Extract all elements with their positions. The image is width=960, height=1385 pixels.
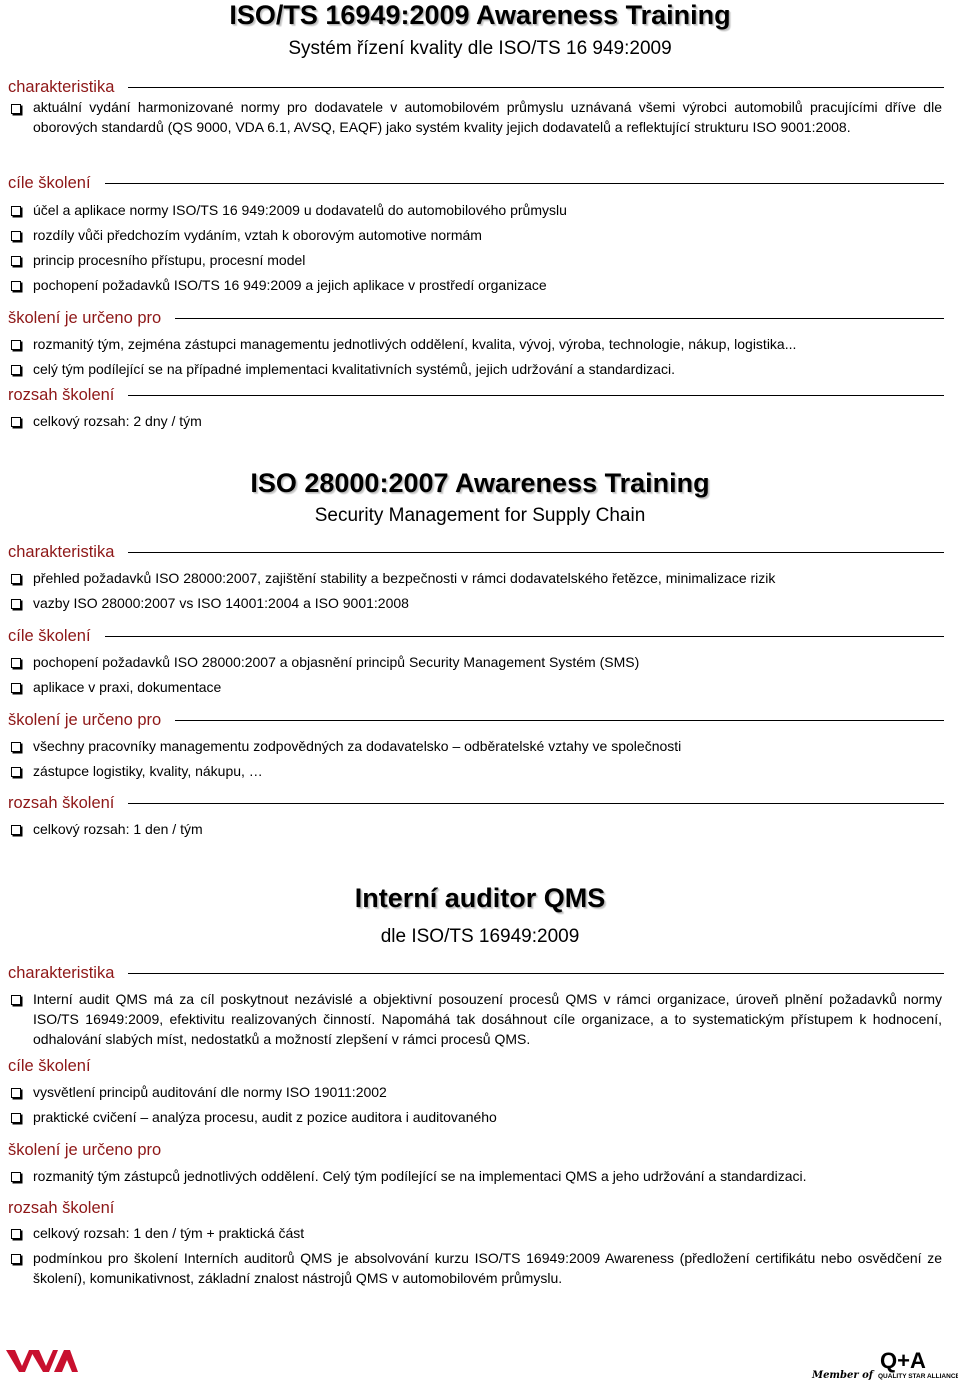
checkbox-bullet-icon [11,417,21,427]
checkbox-bullet-icon [11,574,21,584]
list-item: princip procesního přístupu, procesní model [33,252,306,268]
block-2-section-characteristics [8,541,944,563]
list-item: vysvětlení principů auditování dle normy ISO 19011:2002 [33,1084,387,1100]
section-rule [105,636,944,637]
checkbox-bullet-icon [11,231,21,241]
section-heading: charakteristika [8,77,115,96]
section-rule [105,183,944,184]
alliance-text: QUALITY STAR ALLIANCE [878,1373,958,1380]
wm-logo-icon [6,1348,78,1374]
list-item: celkový rozsah: 2 dny / tým [33,413,202,429]
checkbox-bullet-icon [11,206,21,216]
section-heading: cíle školení [8,1056,91,1075]
block-2-title: ISO 28000:2007 Awareness Training [250,468,710,498]
section-heading: charakteristika [8,963,115,982]
block-3-section-scope [8,1197,944,1219]
checkbox-bullet-icon [11,658,21,668]
qa-letters: Q+A [880,1348,926,1373]
section-heading: cíle školení [8,173,91,192]
list-item: aplikace v praxi, dokumentace [33,679,222,695]
qsa-logo-icon [808,1348,958,1380]
list-item: celkový rozsah: 1 den / tým [33,821,203,837]
section-heading: rozsah školení [8,793,115,812]
quality-star-alliance-logo [808,1348,958,1385]
section-rule [175,318,944,319]
block-1-section-characteristics [8,76,944,98]
checkbox-bullet-icon [11,1113,21,1123]
checkbox-bullet-icon [11,995,21,1005]
checkbox-bullet-icon [11,281,21,291]
block-3-subtitle: dle ISO/TS 16949:2009 [380,926,580,947]
checkbox-bullet-icon [11,683,21,693]
block-3-title: Interní auditor QMS [354,883,606,913]
block-2-subtitle: Security Management for Supply Chain [314,505,646,526]
block-1-section-goals [8,172,944,194]
list-item: celkový rozsah: 1 den / tým + praktická část [33,1225,305,1241]
list-item: vazby ISO 28000:2007 vs ISO 14001:2004 a ISO 9001:2008 [33,595,409,611]
section-heading: školení je určeno pro [8,1140,162,1159]
checkbox-bullet-icon [11,365,21,375]
list-item: Interní audit QMS má za cíl poskytnout nezávislé a objektivní posouzení procesů QMS v rámci organizace, úroveň plnění požadavků normy ISO/TS 16949:2009, efektivitu realizovaných činností. Napomáhá tak dosáhnout cíle organizace, a to systematickým přístupem k hodnocení, odhalování slabých míst, nedostatků a možností zlepšení v rámci procesů QMS. [33,991,942,1047]
section-rule [128,803,944,804]
checkbox-bullet-icon [11,1254,21,1264]
checkbox-bullet-icon [11,1172,21,1182]
checkbox-bullet-icon [11,767,21,777]
list-item: zástupce logistiky, kvality, nákupu, … [33,763,263,779]
section-heading: školení je určeno pro [8,308,162,327]
block-3-section-goals [8,1055,944,1077]
list-item: přehled požadavků ISO 28000:2007, zajištění stability a bezpečnosti v rámci dodavatelského řetězce, minimalizace rizik [33,570,776,586]
section-heading: charakteristika [8,542,115,561]
checkbox-bullet-icon [11,599,21,609]
list-item: podmínkou pro školení Interních auditorů QMS je absolvování kurzu ISO/TS 16949:2009 Awareness (předložení certifikátu nebo osvědčení ze školení), komunikativnost, základní znalost nástrojů QMS v automobilovém průmyslu. [33,1250,942,1286]
block-3-section-characteristics [8,962,944,984]
section-heading: cíle školení [8,626,91,645]
checkbox-bullet-icon [11,104,21,114]
block-1-title: ISO/TS 16949:2009 Awareness Training [229,0,731,30]
checkbox-bullet-icon [11,1088,21,1098]
block-2-section-audience [8,709,944,731]
checkbox-bullet-icon [11,742,21,752]
checkbox-bullet-icon [11,825,21,835]
member-of-text: Member of [812,1370,874,1380]
list-item: rozdíly vůči předchozím vydáním, vztah k oborovým automotive normám [33,227,482,243]
block-3-section-audience [8,1139,944,1161]
checkbox-bullet-icon [11,340,21,350]
section-rule [128,552,944,553]
checkbox-bullet-icon [11,1229,21,1239]
list-item: praktické cvičení – analýza procesu, audit z pozice auditora i auditovaného [33,1109,497,1125]
list-item: všechny pracovníky managementu zodpovědných za dodavatelsko – odběratelské vztahy ve společnosti [33,738,682,754]
checkbox-bullet-icon [11,256,21,266]
list-item: pochopení požadavků ISO/TS 16 949:2009 a jejich aplikace v prostředí organizace [33,277,547,293]
company-logo [6,1348,78,1379]
block-2-section-scope [8,792,944,814]
section-rule [128,973,944,974]
block-1-subtitle: Systém řízení kvality dle ISO/TS 16 949:2009 [288,38,672,59]
list-item: pochopení požadavků ISO 28000:2007 a objasnění principů Security Management Systém (SMS) [33,654,640,670]
section-heading: rozsah školení [8,385,115,404]
list-item: aktuální vydání harmonizované normy pro dodavatele v automobilovém průmyslu uznávaná všemi výrobci automobilů pracujícími dříve dle oborových standardů (QS 9000, VDA 6.1, AVSQ, EAQF) jako systém kvality jejich dodavatelů a reflektující strukturu ISO 9001:2008. [33,99,942,135]
section-rule [128,87,944,88]
section-rule [175,720,944,721]
section-heading: rozsah školení [8,1198,115,1217]
block-2-section-goals [8,625,944,647]
section-heading: školení je určeno pro [8,710,162,729]
list-item: rozmanitý tým, zejména zástupci managementu jednotlivých oddělení, kvalita, vývoj, výroba, technologie, nákup, logistika... [33,336,797,352]
block-1-section-scope [8,384,944,406]
list-item: celý tým podílející se na případné implementaci kvalitativních systémů, jejich udržování a standardizaci. [33,361,675,377]
list-item: účel a aplikace normy ISO/TS 16 949:2009 u dodavatelů do automobilového průmyslu [33,202,567,218]
section-rule [128,395,944,396]
list-item: rozmanitý tým zástupců jednotlivých oddělení. Celý tým podílející se na implementaci QMS a jeho udržování a standardizaci. [33,1168,807,1184]
block-1-section-audience [8,307,944,329]
